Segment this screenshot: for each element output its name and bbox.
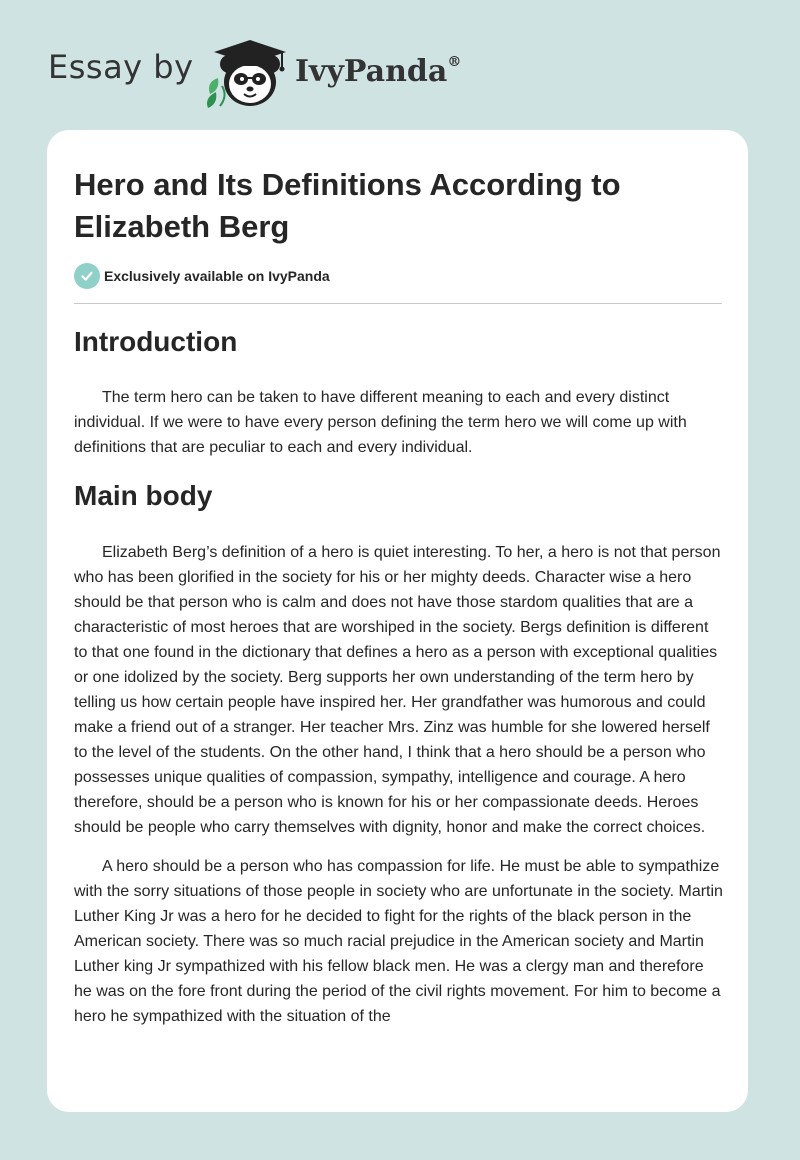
essay-body — [74, 322, 724, 1029]
panda-logo-icon[interactable] — [200, 34, 292, 110]
brand-name-text: IvyPanda — [295, 54, 448, 89]
check-icon — [74, 263, 100, 289]
section-heading-introduction: Introduction — [74, 326, 238, 357]
paragraph: The term hero can be taken to have different meaning to each and every distinct individual. If we were to have every person defining the term hero we will come up with definitions that are peculiar to each and every individual. — [74, 389, 687, 456]
site-header — [48, 34, 548, 114]
paragraph: Elizabeth Berg’s definition of a hero is quiet interesting. To her, a hero is not that person who has been glorified in the society for his or her mighty deeds. Character wise a hero should be that person who is calm and does not have those stardom qualities that are a characteristic of most heroes that are worshiped in the society. Bergs definition is different to that one found in the dictionary that defines a hero as a person with exceptional qualities or one idolized by the society. Berg supports her own understanding of the term hero by telling us how certain people have inspired her. Her grandfather was humorous and could make a friend out of a stranger. Her teacher Mrs. Zinz was humble for she lowered herself to the level of the students. On the other hand, I think that a hero should be a person who possesses unique qualities of compassion, sympathy, intelligence and courage. A hero therefore, should be a person who is known for his or her compassionate deeds. Heroes should be people who carry themselves with dignity, honor and make the correct choices. — [74, 544, 721, 836]
essay-card — [47, 130, 748, 1112]
section-heading-main-body: Main body — [74, 480, 213, 511]
essay-by-label: Essay by — [48, 48, 194, 86]
exclusive-label: Exclusively available on IvyPanda — [104, 268, 330, 284]
ivypanda-wordmark[interactable] — [295, 54, 461, 89]
registered-mark: ® — [447, 54, 462, 70]
paragraph: A hero should be a person who has compassion for life. He must be able to sympathize with the sorry situations of those people in society who are unfortunate in the society. Martin Luther King Jr was a hero for he decided to fight for the rights of the black person in the American society. There was so much racial prejudice in the American society and Martin Luther king Jr sympathized with his fellow black men. He was a clergy man and therefore he was on the fore front during the period of the civil rights movement. For him to become a hero he sympathized with the situation of the — [74, 858, 723, 1025]
title-divider — [74, 303, 722, 304]
exclusive-badge — [74, 263, 330, 289]
essay-title: Hero and Its Definitions According to Elizabeth Berg — [74, 167, 621, 244]
